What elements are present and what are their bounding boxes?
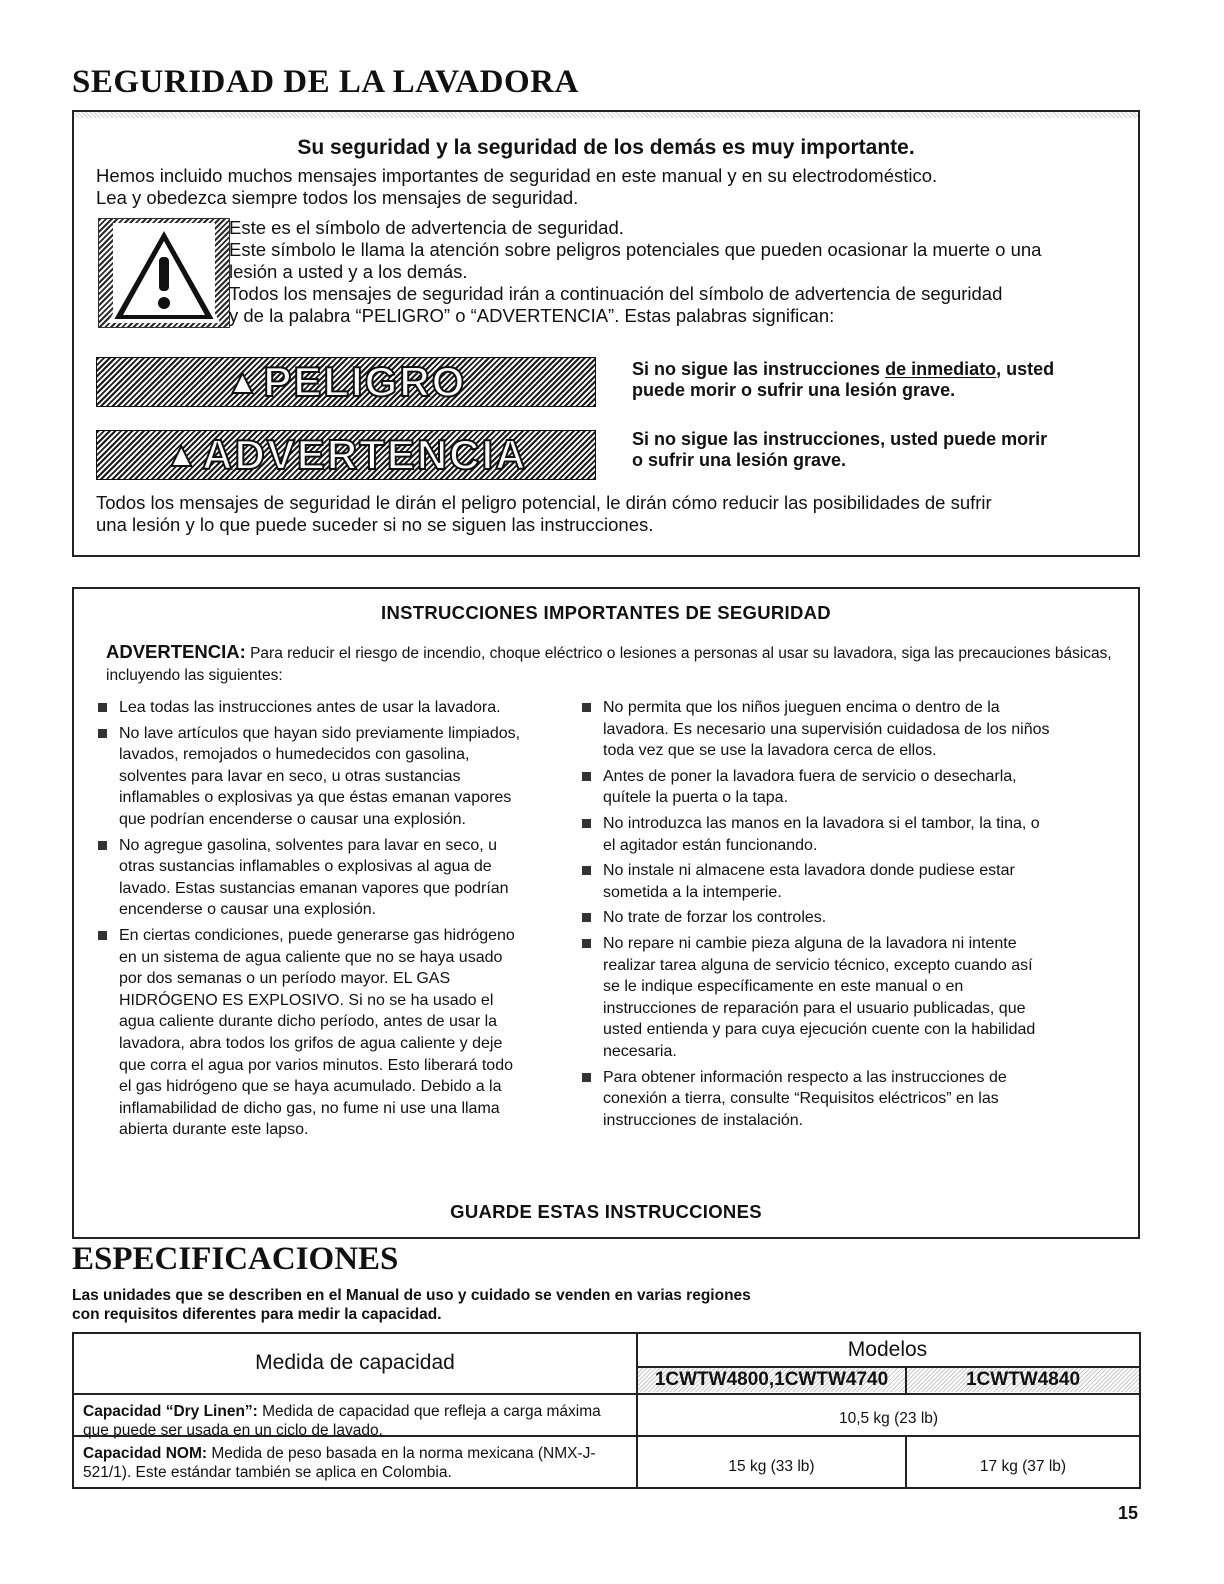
column-header-models: Modelos: [847, 1338, 928, 1361]
symbol-line: Este es el símbolo de advertencia de seguridad.: [229, 217, 624, 238]
peligro-description: [632, 359, 1054, 401]
list-item: No repare ni cambie pieza alguna de la lavadora ni intente realizar tarea alguna de servicio técnico, excepto cuando así se le indique específicamente en este manual o en instrucciones de reparación para el usuario publicadas, que usted entienda y para cuya ejecución cuente con la habilidad necesaria.: [582, 933, 1052, 1063]
row-label-bold: Capacidad NOM:: [83, 1445, 208, 1462]
column-header-measure: Medida de capacidad: [255, 1351, 455, 1374]
page-number: 15: [1118, 1503, 1139, 1523]
capacity-table: [72, 1332, 1141, 1489]
symbol-line: lesión a usted y a los demás.: [229, 261, 468, 282]
safety-box: [72, 110, 1140, 557]
advertencia-desc-text: o sufrir una lesión grave.: [632, 450, 847, 470]
instructions-heading: INSTRUCCIONES IMPORTANTES DE SEGURIDAD: [381, 602, 831, 623]
row-label-text: Medida de capacidad que refleja a carga máxima que puede ser usada en un ciclo de lavado.: [83, 1403, 601, 1439]
list-item: No lave artículos que hayan sido previamente limpiados, lavados, remojados o humedecidos con gasolina, solventes para lavar en seco, u otras sustancias inflamables o explosivas ya que éstas emanan vapores que podrían encenderse o causar una explosión.: [98, 723, 523, 831]
peligro-label: PELIGRO: [263, 358, 467, 405]
peligro-desc-text: Si no sigue las instrucciones: [632, 359, 886, 379]
row-label-dry-linen: [83, 1402, 623, 1440]
page-title: SEGURIDAD DE LA LAVADORA: [72, 64, 579, 100]
specs-intro-line: con requisitos diferentes para medir la capacidad.: [72, 1306, 442, 1323]
list-item: No introduzca las manos en la lavadora si el tambor, la tina, o el agitador están funcionando.: [582, 813, 1052, 856]
warning-triangle-icon: [98, 218, 230, 328]
list-item: No instale ni almacene esta lavadora donde pudiese estar sometida a la intemperie.: [582, 860, 1052, 903]
instructions-right-column: [582, 697, 1052, 1135]
instructions-left-column: [98, 697, 523, 1145]
advertencia-signal-banner: [96, 430, 596, 480]
symbol-line: Todos los mensajes de seguridad irán a continuación del símbolo de advertencia de seguridad: [229, 283, 1003, 304]
nom-value-model-1: 15 kg (33 lb): [728, 1458, 815, 1475]
advertencia-desc-text: Si no sigue las instrucciones, usted puede morir: [632, 429, 1048, 449]
peligro-signal-banner: [96, 357, 596, 407]
list-item: Antes de poner la lavadora fuera de servicio o desecharla, quítele la puerta o la tapa.: [582, 766, 1052, 809]
peligro-desc-text: puede morir o sufrir una lesión grave.: [632, 380, 956, 400]
list-item: No agregue gasolina, solventes para lavar en seco, u otras sustancias inflamables o explosivas al agua de lavado. Estas sustancias emanan vapores que podrían encenderse o causar una explosión.: [98, 835, 523, 921]
advertencia-description: [632, 429, 1047, 471]
instructions-box: [72, 587, 1140, 1239]
nom-value-model-2: 17 kg (37 lb): [979, 1458, 1067, 1475]
warning-triangle-icon: ▲: [225, 362, 262, 401]
symbol-explanation: [229, 217, 1041, 327]
intro-line: Lea y obedezca siempre todos los mensajes de seguridad.: [96, 187, 579, 208]
list-item: Lea todas las instrucciones antes de usar la lavadora.: [98, 697, 523, 719]
advertencia-label: ADVERTENCIA: [202, 431, 528, 478]
list-item: Para obtener información respecto a las instrucciones de conexión a tierra, consulte “Requisitos eléctricos” en las instrucciones de instalación.: [582, 1067, 1052, 1132]
instructions-left-list: [98, 697, 523, 1141]
list-item: No trate de forzar los controles.: [582, 907, 1052, 929]
table-divider: [74, 1393, 1139, 1395]
dry-linen-value: 10,5 kg (23 lb): [838, 1410, 939, 1427]
specs-title: ESPECIFICACIONES: [72, 1241, 399, 1277]
warning-triangle-icon: ▲: [164, 435, 201, 474]
intro-line: Hemos incluido muchos mensajes importantes de seguridad en este manual y en su electrodoméstico.: [96, 165, 938, 186]
safety-heading: Su seguridad y la seguridad de los demás es muy importante.: [297, 136, 915, 159]
summary-line: una lesión y lo que puede suceder si no se siguen las instrucciones.: [96, 514, 654, 535]
list-item: En ciertas condiciones, puede generarse gas hidrógeno en un sistema de agua caliente que no se haya usado por dos semanas o un período mayor. EL GAS HIDRÓGENO ES EXPLOSIVO. Si no se ha usado el agua caliente durante dicho período, antes de usar la lavadora, abra todos los grifos de agua caliente y deje que corra el agua por varios minutos. Esto liberará todo el gas hidrógeno que se haya acumulado. Debido a la inflamabilidad de dicho gas, no fume ni use una llama abierta durante este lapso.: [98, 925, 523, 1141]
specs-intro: [72, 1286, 751, 1324]
save-instructions-footer: GUARDE ESTAS INSTRUCCIONES: [450, 1201, 762, 1222]
peligro-desc-text: , usted: [996, 359, 1055, 379]
warning-paragraph: [106, 641, 1116, 687]
warning-lead: ADVERTENCIA:: [106, 641, 246, 662]
specs-intro-line: Las unidades que se describen en el Manual de uso y cuidado se venden en varias regiones: [72, 1287, 751, 1304]
summary-line: Todos los mensajes de seguridad le dirán el peligro potencial, le dirán cómo reducir las posibilidades de sufrir: [96, 492, 992, 513]
warning-text: Para reducir el riesgo de incendio, choque eléctrico o lesiones a personas al usar su lavadora, siga las precauciones básicas, incluyendo las siguientes:: [106, 645, 1112, 684]
symbol-line: Este símbolo le llama la atención sobre peligros potenciales que pueden ocasionar la muerte o una: [229, 239, 1042, 260]
model-header-1: 1CWTW4800,1CWTW4740: [638, 1368, 905, 1392]
peligro-desc-underlined: de inmediato: [885, 359, 997, 379]
instructions-right-list: [582, 697, 1052, 1131]
row-label-text: Medida de peso basada en la norma mexicana (NMX-J-521/1). Este estándar también se aplica en Colombia.: [83, 1445, 596, 1481]
row-label-bold: Capacidad “Dry Linen”:: [83, 1403, 258, 1420]
safety-summary: [96, 492, 992, 536]
safety-intro: [96, 165, 937, 209]
symbol-line: y de la palabra “PELIGRO” o “ADVERTENCIA”. Estas palabras significan:: [229, 305, 835, 326]
row-label-nom: [83, 1444, 623, 1482]
model-header-2: 1CWTW4840: [907, 1368, 1139, 1392]
list-item: No permita que los niños jueguen encima o dentro de la lavadora. Es necesario una supervisión cuidadosa de los niños toda vez que se use la lavadora cerca de ellos.: [582, 697, 1052, 762]
